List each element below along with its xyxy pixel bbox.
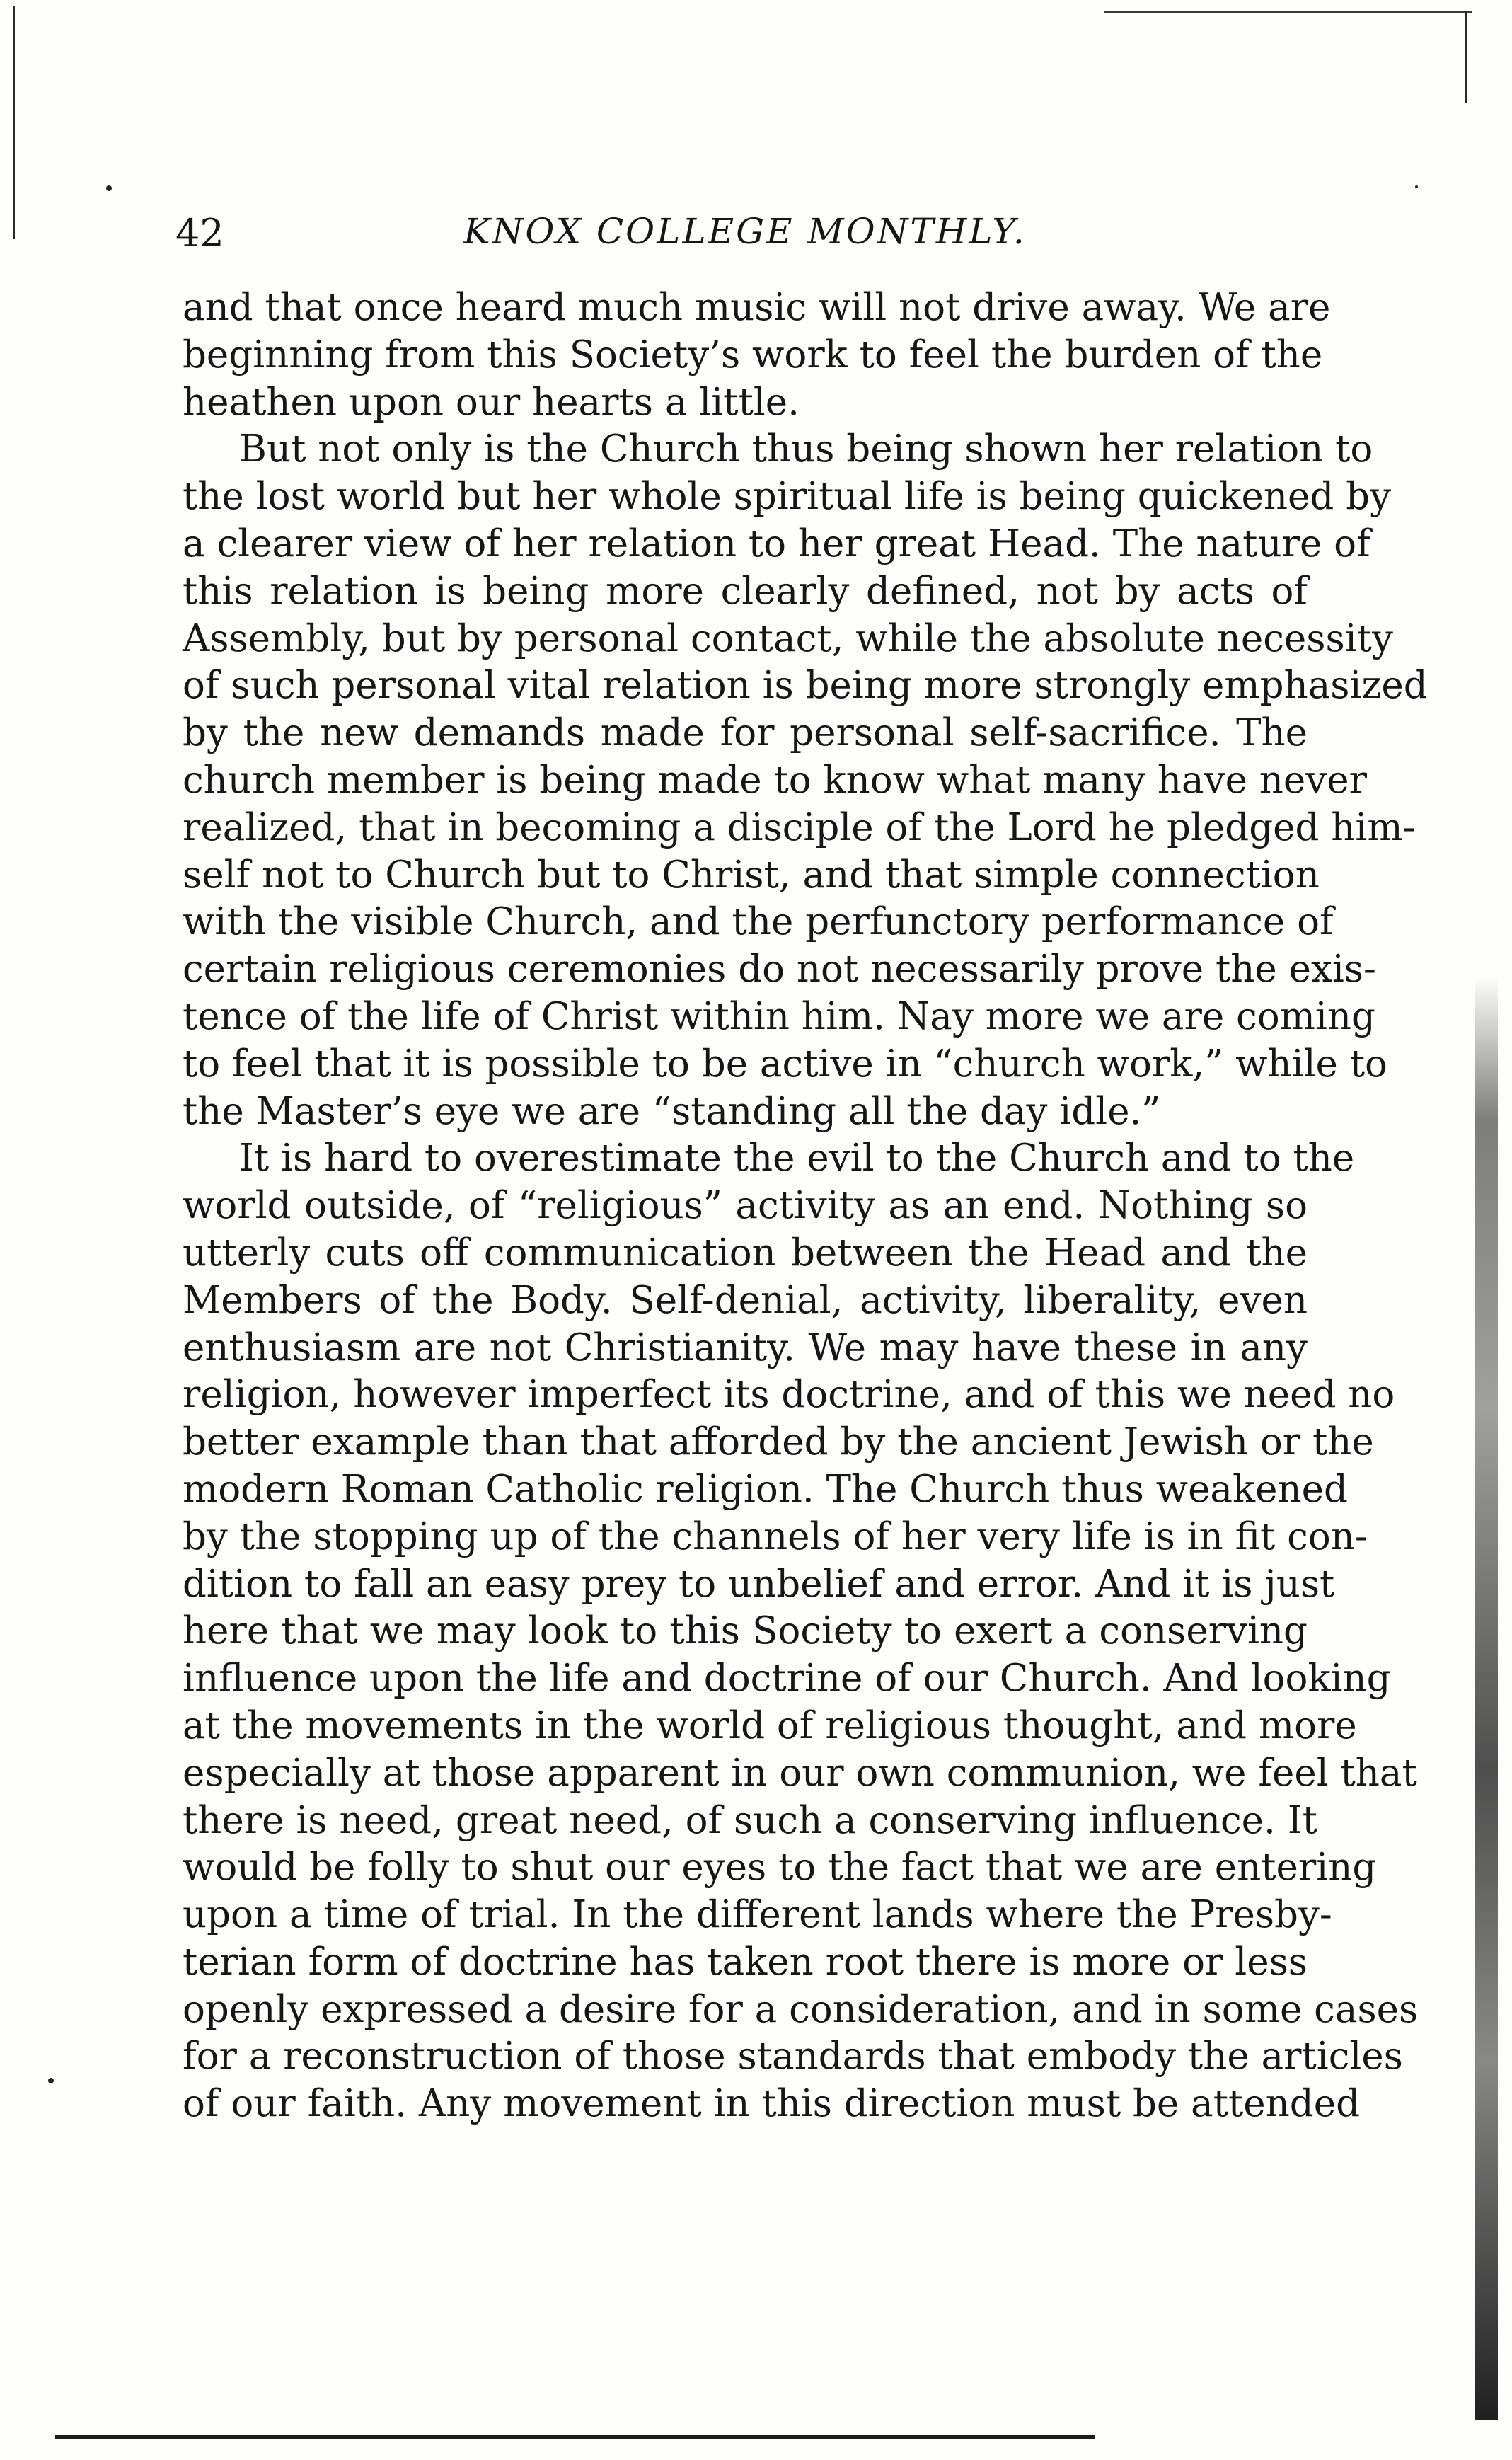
- scan-right-edge-shadow: [1475, 977, 1498, 2420]
- text-line: better example than that afforded by the ancient Jewish or the: [183, 1420, 1374, 1464]
- text-line: the lost world but her whole spiritual life is being quickened by: [183, 475, 1392, 519]
- text-line: tence of the life of Christ within him. Nay more we are coming: [183, 994, 1375, 1038]
- scan-left-margin-rule: [13, 6, 15, 239]
- text-line: by the new demands made for personal self-sacrifice. The: [183, 711, 1308, 755]
- text-line: Members of the Body. Self-denial, activity, liberality, even: [183, 1278, 1308, 1322]
- text-line: the Master’s eye we are “standing all the day idle.”: [183, 1089, 1161, 1133]
- text-line: a clearer view of her relation to her great Head. The nature of: [183, 522, 1370, 565]
- scan-top-rule: [1104, 11, 1472, 13]
- scan-speck: [48, 2078, 54, 2083]
- text-line: modern Roman Catholic religion. The Church thus weakened: [183, 1467, 1348, 1511]
- text-line: terian form of doctrine has taken root there is more or less: [183, 1940, 1308, 1984]
- text-line: dition to fall an easy prey to unbelief and error. And it is just: [183, 1562, 1335, 1606]
- text-line: beginning from this Society’s work to feel the burden of the: [183, 333, 1323, 377]
- text-line: of such personal vital relation is being more strongly emphasized: [183, 664, 1428, 708]
- text-line: Assembly, but by personal contact, while the absolute necessity: [183, 616, 1393, 660]
- text-line: certain religious ceremonies do not necessarily prove the exis-: [183, 948, 1376, 992]
- text-line: self not to Church but to Christ, and that simple connection: [183, 853, 1320, 897]
- text-line: there is need, great need, of such a conserving influence. It: [183, 1798, 1317, 1842]
- text-line: for a reconstruction of those standards that embody the articles: [183, 2035, 1403, 2079]
- scan-speck: [106, 185, 112, 191]
- text-line: especially at those apparent in our own communion, we feel that: [183, 1751, 1417, 1795]
- body-text: [183, 284, 1428, 2128]
- text-line: world outside, of “religious” activity as an end. Nothing so: [183, 1184, 1308, 1228]
- text-line: influence upon the life and doctrine of our Church. And looking: [183, 1657, 1391, 1701]
- scan-speck: [1415, 185, 1418, 188]
- text-line: at the movements in the world of religious thought, and more: [183, 1703, 1357, 1747]
- text-line: with the visible Church, and the perfunctory performance of: [183, 900, 1334, 944]
- page-header: [175, 204, 1315, 268]
- text-line: heathen upon our hearts a little.: [183, 380, 800, 424]
- text-line: to feel that it is possible to be active in “church work,” while to: [183, 1042, 1387, 1086]
- text-line: of our faith. Any movement in this direction must be attended: [183, 2082, 1361, 2126]
- text-line: by the stopping up of the channels of her very life is in fit con-: [183, 1514, 1368, 1558]
- text-line: and that once heard much music will not drive away. We are: [183, 286, 1331, 329]
- text-line: It is hard to overestimate the evil to the Church and to the: [239, 1137, 1355, 1180]
- text-line: openly expressed a desire for a consideration, and in some cases: [183, 1987, 1419, 2031]
- text-line: religion, however imperfect its doctrine, and of this we need no: [183, 1373, 1395, 1417]
- text-line: would be folly to shut our eyes to the fact that we are entering: [183, 1846, 1377, 1890]
- running-title: KNOX COLLEGE MONTHLY.: [463, 211, 1027, 252]
- text-line: this relation is being more clearly defined, not by acts of: [183, 569, 1308, 613]
- scan-top-right-rule: [1465, 11, 1467, 103]
- text-line: utterly cuts off communication between the Head and the: [183, 1231, 1308, 1275]
- text-line: enthusiasm are not Christianity. We may have these in any: [183, 1326, 1308, 1369]
- text-line: upon a time of trial. In the different lands where the Presby-: [183, 1893, 1332, 1937]
- scan-bottom-rule: [55, 2435, 1095, 2439]
- text-line: realized, that in becoming a disciple of the Lord he pledged him-: [183, 805, 1416, 849]
- text-line: But not only is the Church thus being shown her relation to: [239, 427, 1373, 471]
- page-number: 42: [175, 211, 224, 255]
- text-line: church member is being made to know what many have never: [183, 758, 1367, 802]
- text-line: here that we may look to this Society to exert a conserving: [183, 1609, 1308, 1653]
